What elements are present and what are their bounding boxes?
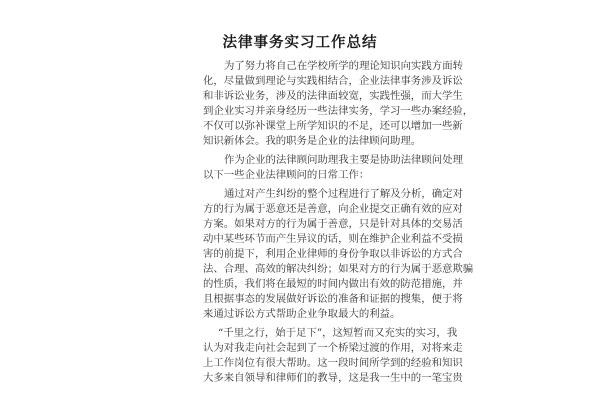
paragraph-line: 动中某些环节而产生异议的话，则在维护企业利益不受损: [203, 233, 463, 245]
paragraph-line: 方的行为属于恶意还是善意，向企业提交正确有效的应对: [203, 203, 463, 215]
paragraph-line: 通过对产生纠纷的整个过程进行了解及分析，确定对: [224, 188, 463, 200]
paragraph-line: 作为企业的法律顾问助理我主要是协助法律顾问处理: [224, 154, 463, 166]
paragraph-line: 大多来自领导和律师们的教导，这是我一生中的一笔宝贵: [203, 372, 463, 384]
paragraph-line: 方案。如果对方的行为属于善意，只是针对具体的交易活: [203, 218, 463, 230]
paragraph-line: 且根据事态的发展做好诉讼的准备和证据的搜集，便于将: [203, 293, 463, 305]
paragraph-line: “千里之行，始于足下”，这短暂而又充实的实习，我: [218, 327, 458, 339]
paragraph-line: 上工作岗位有很大帮助。这一段时间所学到的经验和知识: [203, 357, 463, 369]
paragraph-line: 知识新体会。我的职务是企业的法律顾问助理。: [203, 135, 422, 147]
paragraph-line: 认为对我走向社会起到了一个桥梁过渡的作用，对将来走: [203, 342, 463, 354]
paragraph-line: 的性质，我们将在最短的时间内做出有效的防范措施，并: [203, 278, 463, 290]
paragraph-line: 来通过诉讼方式帮助企业争取最大的利益。: [203, 308, 401, 320]
paragraph-line: 以下一些企业法律顾问的日常工作：: [203, 169, 370, 181]
paragraph-line: 和非诉讼业务，涉及的法律面较宽，实践性强，而大学生: [203, 90, 463, 102]
paragraph-line: 不仅可以弥补课堂上所学知识的不足，还可以增加一些新: [203, 120, 463, 132]
paragraph-line: 害的前提下，利用企业律师的身份争取以非诉讼的方式合: [203, 248, 463, 260]
paragraph-line: 为了努力将自己在学校所学的理论知识向实践方面转: [224, 60, 463, 72]
document-title: 法律事务实习工作总结: [222, 34, 378, 51]
paragraph-line: 法、合理、高效的解决纠纷；如果对方的行为属于恶意欺骗: [203, 263, 474, 275]
paragraph-line: 化，尽量做到理论与实践相结合，企业法律事务涉及诉讼: [203, 75, 463, 87]
paragraph-line: 到企业实习并亲身经历一些法律实务，学习一些办案经验，: [203, 105, 474, 117]
